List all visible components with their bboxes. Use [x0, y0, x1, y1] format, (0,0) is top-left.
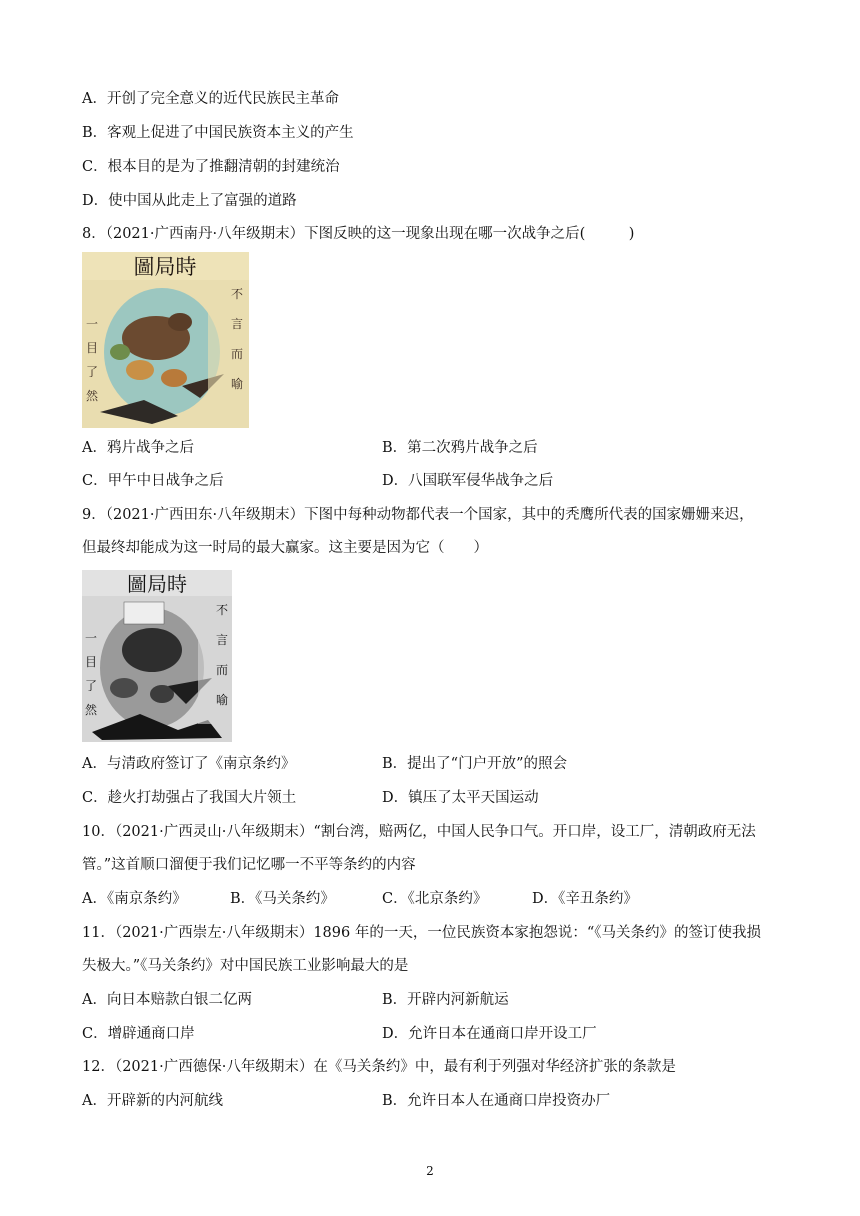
- q12-option-a: A．开辟新的内河航线: [82, 1093, 223, 1109]
- q11-stem-line1: 11．（2021·广西崇左·八年级期末）1896 年的一天，一位民族资本家抱怨说：“《马关条约》的签订使我损: [82, 925, 761, 941]
- q11-option-c: C．增辟通商口岸: [82, 1026, 195, 1042]
- q11-option-a: A．向日本赔款白银二亿两: [82, 992, 252, 1008]
- q9-option-d: D．镇压了太平天国运动: [382, 790, 539, 806]
- q11-option-b: B．开辟内河新航运: [382, 992, 509, 1008]
- q8-cartoon-title: 圖局時: [133, 255, 197, 279]
- q8-cartoon-image: [82, 252, 249, 428]
- q11-stem-line2: 失极大。”《马关条约》对中国民族工业影响最大的是: [82, 958, 409, 974]
- q12-stem: 12．（2021·广西德保·八年级期末）在《马关条约》中，最有利于列强对华经济扩张的条款是: [82, 1059, 676, 1075]
- q9-cartoon-image: [82, 570, 232, 742]
- q8-stem: 8．（2021·广西南丹·八年级期末）下图反映的这一现象出现在哪一次战争之后( ): [82, 226, 635, 242]
- q10-option-d: D．《辛丑条约》: [532, 891, 638, 907]
- q9-cartoon-left-text: 一目了然: [85, 631, 98, 717]
- q9-cartoon-right-text: 不言而喻: [216, 603, 229, 707]
- q8-option-b: B．第二次鸦片战争之后: [382, 440, 538, 456]
- q10-option-b: B．《马关条约》: [230, 891, 335, 907]
- q9-option-b: B．提出了“门户开放”的照会: [382, 756, 567, 772]
- q9-cartoon-title: 圖局時: [127, 572, 187, 596]
- q9-option-c: C．趁火打劫强占了我国大片领土: [82, 790, 297, 806]
- q8-option-c: C．甲午中日战争之后: [82, 473, 224, 489]
- q8-option-a: A．鸦片战争之后: [82, 440, 194, 456]
- q10-stem-line1: 10．（2021·广西灵山·八年级期末）“割台湾，赔两亿，中国人民争口气。开口岸，设工厂，清朝政府无法: [82, 824, 756, 840]
- q9-stem-line2: 但最终却能成为这一时局的最大赢家。这主要是因为它（ ）: [82, 540, 488, 556]
- q7-option-d: D．使中国从此走上了富强的道路: [82, 193, 297, 209]
- page-number: 2: [426, 1164, 434, 1178]
- q12-option-b: B．允许日本人在通商口岸投资办厂: [382, 1093, 611, 1109]
- q10-stem-line2: 管。”这首顺口溜便于我们记忆哪一不平等条约的内容: [82, 857, 416, 873]
- q10-option-c: C．《北京条约》: [382, 891, 488, 907]
- q9-option-a: A．与清政府签订了《南京条约》: [82, 756, 296, 772]
- q10-option-a: A．《南京条约》: [82, 891, 187, 907]
- q7-option-a: A．开创了完全意义的近代民族民主革命: [82, 91, 339, 107]
- q7-option-c: C．根本目的是为了推翻清朝的封建统治: [82, 159, 340, 175]
- q8-option-d: D．八国联军侵华战争之后: [382, 473, 554, 489]
- q8-cartoon-right-text: 不言而喻: [231, 287, 244, 391]
- q9-stem-line1: 9．（2021·广西田东·八年级期末）下图中每种动物都代表一个国家，其中的秃鹰所代表的国家姗姗来迟，: [82, 507, 754, 523]
- q7-option-b: B．客观上促进了中国民族资本主义的产生: [82, 125, 354, 141]
- q11-option-d: D．允许日本在通商口岸开设工厂: [382, 1026, 597, 1042]
- q8-cartoon-left-text: 一目了然: [86, 317, 99, 403]
